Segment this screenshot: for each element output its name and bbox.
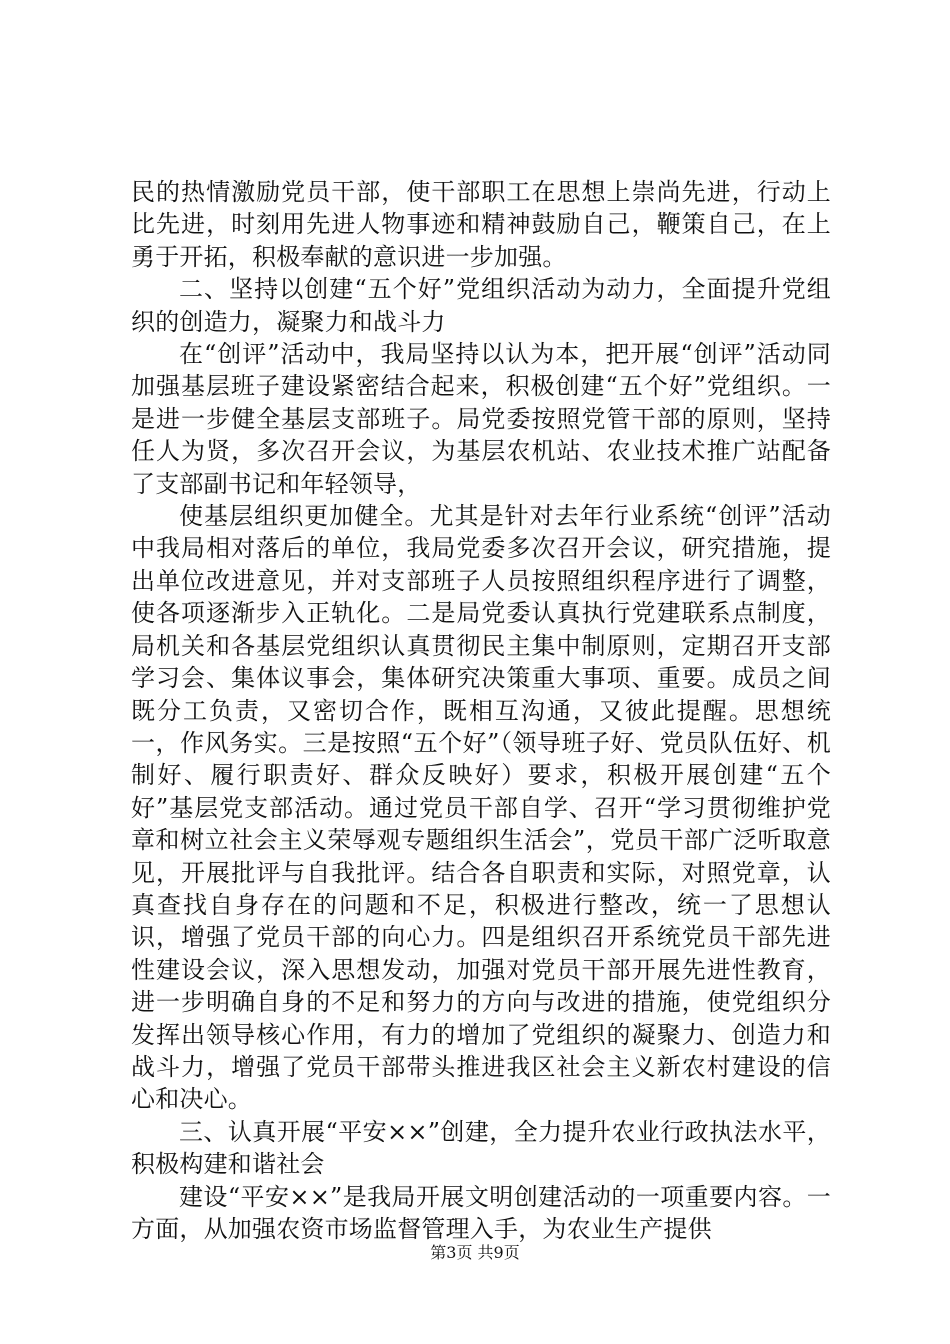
section-heading-3: 三、认真开展“平安××”创建，全力提升农业行政执法水平，积极构建和谐社会 [131,1117,831,1179]
document-body [131,176,831,1245]
section-heading-2: 二、坚持以创建“五个好”党组织活动为动力，全面提升党组织的创造力，凝聚力和战斗力 [131,275,831,336]
body-paragraph: 建设“平安××”是我局开展文明创建活动的一项重要内容。一方面，从加强农资市场监督管理入手，为农业生产提供 [131,1182,831,1243]
body-paragraph: 使基层组织更加健全。尤其是针对去年行业系统“创评”活动中我局相对落后的单位，我局党委多次召开会议，研究措施，提出单位改进意见，并对支部班子人员按照组织程序进行了调整，使各项逐渐步入正轨化。二是局党委认真执行党建联系点制度，局机关和各基层党组织认真贯彻民主集中制原则，定期召开支部学习会、集体议事会，集体研究决策重大事项、重要。成员之间既分工负责，又密切合作，既相互沟通，又彼此提醒。思想统一，作风务实。三是按照“五个好”（领导班子好、党员队伍好、机制好、履行职责好、群众反映好）要求，积极开展创建“五个好”基层党支部活动。通过党员干部自学、召开“学习贯彻维护党章和树立社会主义荣辱观专题组织生活会”，党员干部广泛听取意见，开展批评与自我批评。结合各自职责和实际，对照党章，认真查找自身存在的问题和不足，积极进行整改，统一了思想认识，增强了党员干部的向心力。四是组织召开系统党员干部先进性建设会议，深入思想发动，加强对党员干部开展先进性教育，进一步明确自身的不足和努力的方向与改进的措施，使党组织分发挥出领导核心作用，有力的增加了党组织的凝聚力、创造力和战斗力，增强了党员干部带头推进我区社会主义新农村建设的信心和决心。 [131,502,831,1114]
page-footer: 第3页 共9页 [430,1243,520,1262]
body-paragraph: 在“创评”活动中，我局坚持以认为本，把开展“创评”活动同加强基层班子建设紧密结合起来，积极创建“五个好”党组织。一是进一步健全基层支部班子。局党委按照党管干部的原则，坚持任人为贤，多次召开会议，为基层农机站、农业技术推广站配备了支部副书记和年轻领导， [131,340,831,498]
body-paragraph-continuation: 民的热情激励党员干部，使干部职工在思想上崇尚先进，行动上比先进，时刻用先进人物事迹和精神鼓励自己，鞭策自己，在上勇于开拓，积极奉献的意识进一步加强。 [131,178,831,271]
